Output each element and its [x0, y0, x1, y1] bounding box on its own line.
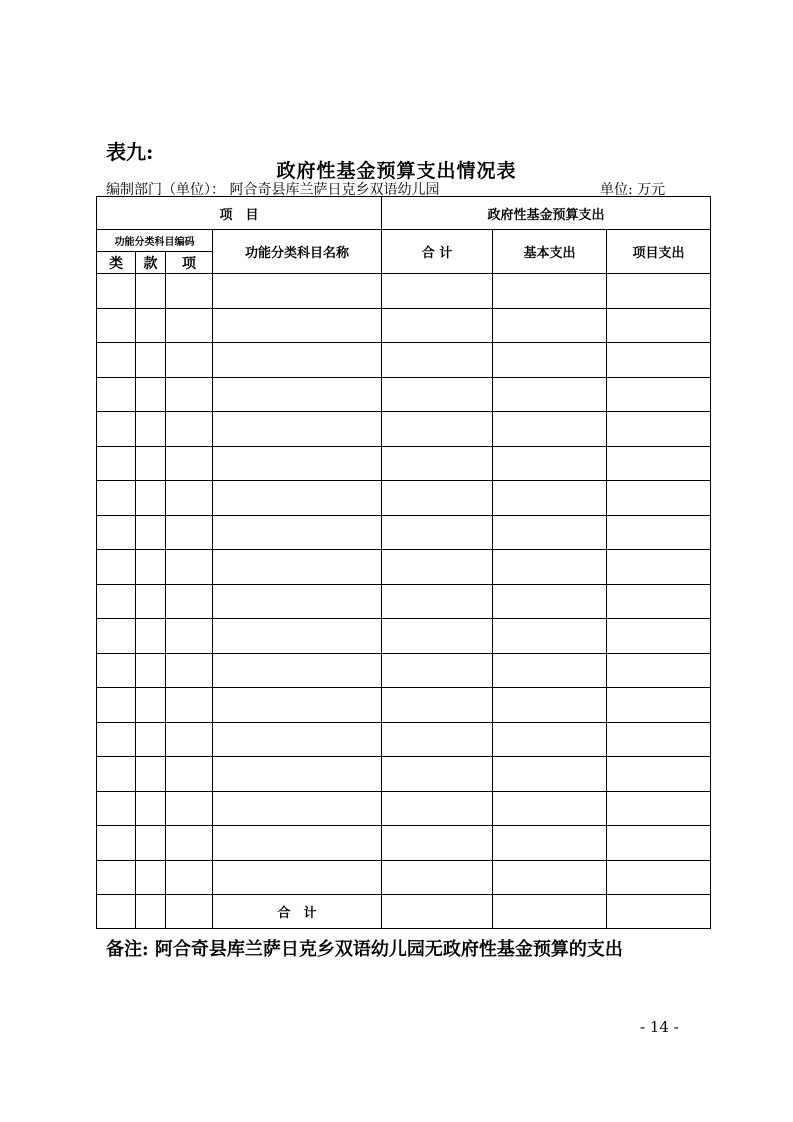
table-cell [382, 826, 493, 861]
header-code-xiang: 项 [166, 252, 213, 274]
table-cell [213, 377, 382, 412]
header-total: 合 计 [382, 230, 493, 274]
table-cell [493, 688, 607, 723]
table-cell [493, 446, 607, 481]
header-subject-name: 功能分类科目名称 [213, 230, 382, 274]
table-cell [213, 619, 382, 654]
table-cell [97, 550, 136, 585]
table-cell [213, 757, 382, 792]
total-cell-total [382, 895, 493, 929]
table-cell [136, 343, 166, 378]
table-cell [493, 550, 607, 585]
table-cell [213, 308, 382, 343]
table-cell [493, 308, 607, 343]
table-cell [382, 619, 493, 654]
table-row [97, 274, 711, 309]
table-cell [382, 653, 493, 688]
table-cell [136, 619, 166, 654]
table-row [97, 550, 711, 585]
table-cell [166, 757, 213, 792]
table-cell [213, 826, 382, 861]
table-cell [97, 722, 136, 757]
table-cell [382, 377, 493, 412]
table-row [97, 826, 711, 861]
total-cell-basic [493, 895, 607, 929]
table-cell [136, 446, 166, 481]
table-cell [213, 274, 382, 309]
table-cell [607, 826, 711, 861]
table-row [97, 308, 711, 343]
table-cell [607, 308, 711, 343]
table-cell [382, 343, 493, 378]
table-cell [136, 550, 166, 585]
table-cell [382, 550, 493, 585]
table-cell [607, 550, 711, 585]
table-cell [136, 481, 166, 516]
table-cell [136, 377, 166, 412]
header-row-2 [97, 230, 711, 252]
table-cell [607, 481, 711, 516]
table-cell [382, 688, 493, 723]
table-cell [97, 446, 136, 481]
table-cell [382, 757, 493, 792]
table-cell [166, 412, 213, 447]
table-cell [136, 274, 166, 309]
table-cell [213, 446, 382, 481]
table-cell [166, 308, 213, 343]
header-code-kuan: 款 [136, 252, 166, 274]
header-basic-expenditure: 基本支出 [493, 230, 607, 274]
table-cell [607, 757, 711, 792]
table-cell [607, 515, 711, 550]
table-row [97, 860, 711, 895]
table-cell [493, 515, 607, 550]
table-cell [136, 584, 166, 619]
total-row [97, 895, 711, 929]
table-cell [493, 757, 607, 792]
table-cell [97, 481, 136, 516]
table-label: 表九: [106, 140, 154, 164]
table-cell [607, 688, 711, 723]
table-cell [166, 584, 213, 619]
document-title: 政府性基金预算支出情况表 [276, 160, 517, 182]
table-cell [166, 515, 213, 550]
table-cell [213, 515, 382, 550]
header-project-expenditure: 项目支出 [607, 230, 711, 274]
total-label: 合 计 [213, 895, 382, 929]
total-cell-lei [97, 895, 136, 929]
table-row [97, 584, 711, 619]
table-cell [382, 274, 493, 309]
header-project: 项 目 [97, 197, 382, 230]
table-cell [97, 308, 136, 343]
table-cell [607, 343, 711, 378]
table-row [97, 515, 711, 550]
table-cell [493, 619, 607, 654]
table-cell [166, 446, 213, 481]
table-cell [493, 412, 607, 447]
table-cell [166, 791, 213, 826]
table-cell [213, 860, 382, 895]
table-cell [382, 860, 493, 895]
table-row [97, 722, 711, 757]
table-cell [166, 619, 213, 654]
table-cell [493, 377, 607, 412]
table-cell [97, 688, 136, 723]
table-cell [166, 688, 213, 723]
table-cell [607, 377, 711, 412]
table-cell [382, 722, 493, 757]
table-cell [607, 446, 711, 481]
header-code-lei: 类 [97, 252, 136, 274]
table-cell [166, 860, 213, 895]
table-cell [213, 412, 382, 447]
table-cell [136, 515, 166, 550]
table-cell [607, 791, 711, 826]
table-row [97, 481, 711, 516]
table-cell [97, 860, 136, 895]
table-cell [382, 584, 493, 619]
table-cell [493, 791, 607, 826]
table-cell [136, 826, 166, 861]
table-cell [607, 412, 711, 447]
header-budget-expenditure: 政府性基金预算支出 [382, 197, 711, 230]
table-cell [382, 791, 493, 826]
budget-table [96, 196, 711, 929]
table-cell [97, 377, 136, 412]
table-cell [493, 481, 607, 516]
table-cell [136, 757, 166, 792]
table-cell [213, 550, 382, 585]
total-cell-project [607, 895, 711, 929]
table-cell [166, 343, 213, 378]
table-cell [607, 274, 711, 309]
department-line: 编制部门（单位）： 阿合奇县库兰萨日克乡双语幼儿园 [106, 182, 440, 198]
table-cell [97, 515, 136, 550]
table-cell [213, 584, 382, 619]
table-cell [97, 757, 136, 792]
table-cell [493, 274, 607, 309]
table-row [97, 688, 711, 723]
table-cell [136, 412, 166, 447]
page-number: - 14 - [640, 1018, 679, 1036]
table-cell [382, 446, 493, 481]
table-row [97, 377, 711, 412]
table-cell [166, 826, 213, 861]
table-cell [213, 722, 382, 757]
table-cell [493, 343, 607, 378]
table-cell [166, 274, 213, 309]
table-cell [382, 412, 493, 447]
table-cell [607, 584, 711, 619]
table-cell [166, 550, 213, 585]
header-code-group: 功能分类科目编码 [97, 230, 213, 252]
table-row [97, 412, 711, 447]
table-cell [97, 584, 136, 619]
table-row [97, 757, 711, 792]
table-cell [607, 619, 711, 654]
table-cell [136, 791, 166, 826]
table-cell [136, 688, 166, 723]
table-cell [607, 860, 711, 895]
table-cell [607, 722, 711, 757]
table-cell [136, 860, 166, 895]
table-cell [382, 308, 493, 343]
table-cell [607, 653, 711, 688]
table-cell [97, 412, 136, 447]
table-cell [166, 377, 213, 412]
table-cell [136, 308, 166, 343]
unit-line: 单位: 万元 [600, 182, 666, 198]
table-cell [493, 860, 607, 895]
table-cell [136, 722, 166, 757]
table-cell [493, 653, 607, 688]
table-cell [97, 791, 136, 826]
table-cell [97, 619, 136, 654]
table-cell [213, 791, 382, 826]
table-row [97, 791, 711, 826]
table-row [97, 653, 711, 688]
remark-note: 备注: 阿合奇县库兰萨日克乡双语幼儿园无政府性基金预算的支出 [106, 939, 623, 960]
table-cell [97, 343, 136, 378]
table-cell [97, 653, 136, 688]
table-cell [493, 584, 607, 619]
table-cell [213, 653, 382, 688]
table-row [97, 446, 711, 481]
table-cell [166, 481, 213, 516]
total-cell-kuan [136, 895, 166, 929]
table-cell [382, 481, 493, 516]
table-cell [213, 688, 382, 723]
table-cell [166, 722, 213, 757]
table-cell [166, 653, 213, 688]
table-cell [382, 515, 493, 550]
table-row [97, 619, 711, 654]
table-cell [213, 343, 382, 378]
table-cell [97, 274, 136, 309]
header-row-1 [97, 197, 711, 230]
table-cell [97, 826, 136, 861]
table-cell [213, 481, 382, 516]
total-cell-xiang [166, 895, 213, 929]
table-cell [493, 826, 607, 861]
table-cell [493, 722, 607, 757]
table-cell [136, 653, 166, 688]
table-row [97, 343, 711, 378]
